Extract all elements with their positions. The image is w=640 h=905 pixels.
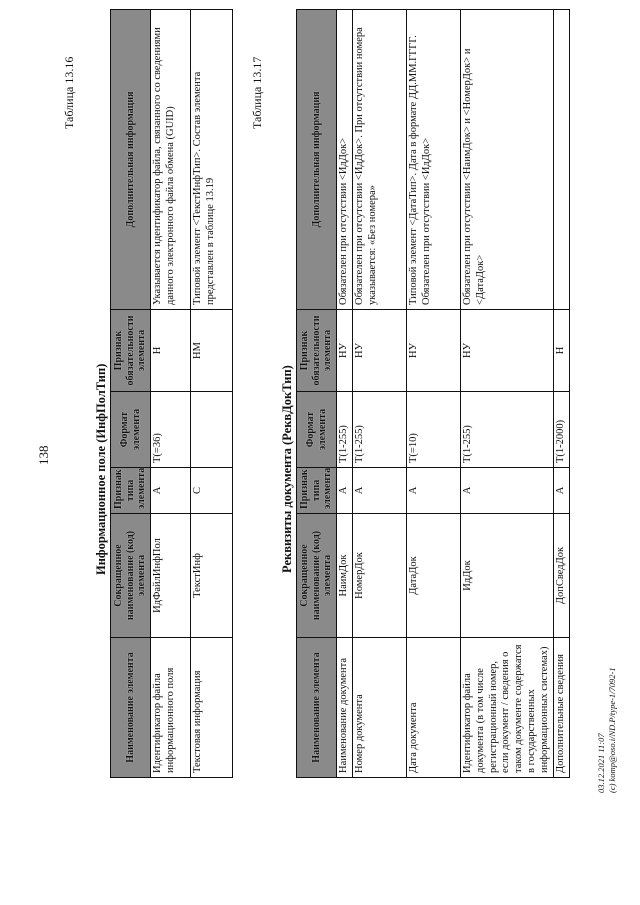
cell-required: НУ (353, 310, 407, 392)
header-format: Формат элемента (111, 392, 151, 468)
cell-format: T(=10) (407, 392, 461, 468)
cell-required: Н (553, 310, 569, 392)
table-row (191, 10, 233, 778)
table-label-13-16: Таблица 13.16 (62, 56, 76, 129)
cell-name: Дата документа (407, 638, 461, 778)
cell-name: Наименование документа (337, 638, 353, 778)
cell-code: НаимДок (337, 514, 353, 638)
cell-code: ИдФайлИнфПол (151, 514, 191, 638)
cell-name: Дополнительные сведения (553, 638, 569, 778)
cell-format: T(1-255) (461, 392, 554, 468)
cell-required: НУ (407, 310, 461, 392)
table-row (553, 10, 569, 778)
cell-format: T(1-2000) (553, 392, 569, 468)
cell-format (191, 392, 233, 468)
header-type: Признак типа элемента (297, 468, 337, 514)
cell-required: НУ (337, 310, 353, 392)
header-code: Сокращенное наименование (код) элемента (111, 514, 151, 638)
cell-type: А (337, 468, 353, 514)
table-row (407, 10, 461, 778)
stamp-timestamp: 03.12.2021 11:07 (596, 733, 606, 793)
cell-info (553, 10, 569, 310)
header-format: Формат элемента (297, 392, 337, 468)
table-row (337, 10, 353, 778)
cell-info: Обязателен при отсутствии <ИдДок>. При отсутствии номера указывается: «Без номера» (353, 10, 407, 310)
cell-info: Указывается идентификатор файла, связанного со сведениями данного электронного файла обмена (GUID) (151, 10, 191, 310)
cell-code: ИдДок (461, 514, 554, 638)
header-extra-info: Дополнительная информация (297, 10, 337, 310)
cell-code: ТекстИнф (191, 514, 233, 638)
cell-format: T(1-255) (353, 392, 407, 468)
cell-info: Типовой элемент <ДатаТип>. Дата в формате ДД.ММ.ГГГГ. Обязателен при отсутствии <ИдДок> (407, 10, 461, 310)
cell-code: ДопСведДок (553, 514, 569, 638)
doc-requisites-table (296, 9, 570, 778)
table-title-doc-requisites: Реквизиты документа (РеквДокТип) (280, 365, 294, 573)
table-label-13-17: Таблица 13.17 (250, 56, 264, 129)
cell-type: А (151, 468, 191, 514)
table-title-info-field: Информационное поле (ИнфПолТип) (94, 363, 108, 575)
cell-type: А (461, 468, 554, 514)
stamp-path: (c) komp@oso.i/ND.P/type-1/7092-1 (607, 667, 618, 793)
cell-name: Идентификатор файла документа (в том числе регистрационный номер, если документ / сведения о таком документе содержатся в государственных информационных системах) (461, 638, 554, 778)
header-element-name: Наименование элемента (297, 638, 337, 778)
print-stamp (596, 667, 618, 793)
cell-info: Типовой элемент <ТекстИнфТип>. Состав элемента представлен в таблице 13.19 (191, 10, 233, 310)
cell-format: T(1-255) (337, 392, 353, 468)
cell-required: Н (151, 310, 191, 392)
cell-code: ДатаДок (407, 514, 461, 638)
table-row (151, 10, 191, 778)
cell-info: Обязателен при отсутствии <НаимДок> и <НомерДок> и <ДатаДок> (461, 10, 554, 310)
header-required: Признак обязательности элемента (297, 310, 337, 392)
cell-type: С (191, 468, 233, 514)
header-type: Признак типа элемента (111, 468, 151, 514)
page-number: 138 (36, 445, 51, 465)
table-row (353, 10, 407, 778)
cell-required: НУ (461, 310, 554, 392)
cell-required: НМ (191, 310, 233, 392)
header-code: Сокращенное наименование (код) элемента (297, 514, 337, 638)
info-field-table (110, 9, 233, 778)
cell-code: НомерДок (353, 514, 407, 638)
cell-type: А (353, 468, 407, 514)
table-row (461, 10, 554, 778)
cell-name: Идентификатор файла информационного поля (151, 638, 191, 778)
header-required: Признак обязательности элемента (111, 310, 151, 392)
cell-info: Обязателен при отсутствии <ИдДок> (337, 10, 353, 310)
header-element-name: Наименование элемента (111, 638, 151, 778)
cell-type: А (553, 468, 569, 514)
cell-name: Текстовая информация (191, 638, 233, 778)
cell-format: T(=36) (151, 392, 191, 468)
header-extra-info: Дополнительная информация (111, 10, 151, 310)
cell-type: А (407, 468, 461, 514)
cell-name: Номер документа (353, 638, 407, 778)
